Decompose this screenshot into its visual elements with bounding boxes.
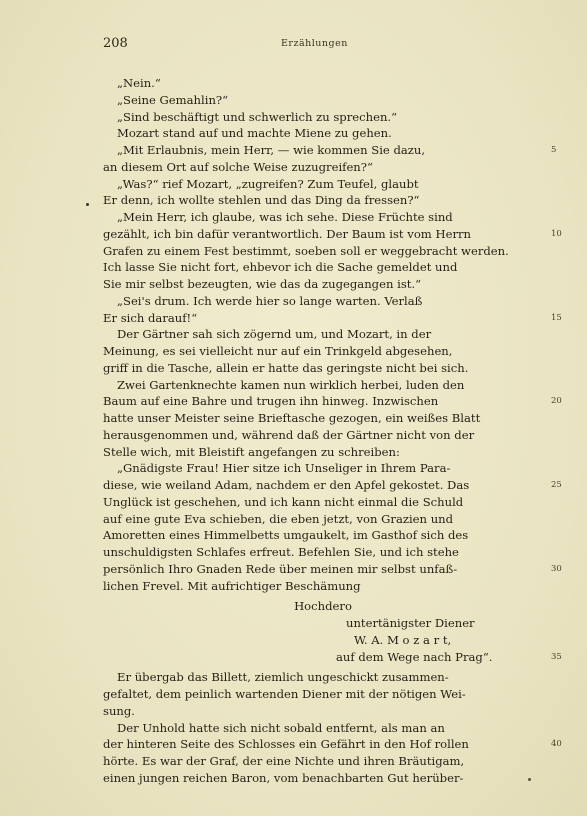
text-line (103, 293, 543, 310)
line-text: der hinteren Seite des Schlosses ein Gefährt in den Hof rollen (103, 737, 469, 752)
line-text: „Sei's drum. Ich werde hier so lange warten. Verlaß (117, 293, 423, 308)
line-text: Mozart stand auf und machte Miene zu gehen. (117, 126, 392, 141)
line-text: gezählt, ich bin dafür verantwortlich. Der Baum ist vom Herrn (103, 226, 471, 241)
text-line (103, 511, 543, 528)
line-text: Der Unhold hatte sich nicht sobald entfernt, als man an (117, 720, 445, 735)
line-number: 10 (551, 228, 562, 239)
text-line (103, 444, 543, 461)
line-text: Amoretten eines Himmelbetts umgaukelt, im Gasthof sich des (103, 528, 469, 543)
line-text: „Gnädigste Frau! Hier sitze ich Unseliger in Ihrem Para- (117, 461, 451, 476)
line-text: Stelle wich, mit Bleistift angefangen zu schreiben: (103, 444, 400, 459)
text-line (103, 615, 543, 632)
text-line (103, 632, 543, 649)
line-text: „Mein Herr, ich glaube, was ich sehe. Diese Früchte sind (117, 210, 453, 224)
running-title: Erzählungen (281, 38, 348, 49)
line-text: Meinung, es sei vielleicht nur auf ein Trinkgeld abgesehen, (103, 344, 453, 358)
margin-mark (528, 778, 531, 781)
text-line (103, 527, 543, 544)
text-line (103, 669, 543, 686)
text-line (103, 125, 543, 142)
line-text: auf dem Wege nach Prag“. (336, 649, 493, 664)
line-number: 15 (551, 312, 562, 323)
text-line (103, 326, 543, 343)
line-text: Unglück ist geschehen, und ich kann nicht einmal die Schuld (103, 494, 464, 509)
line-text: hatte unser Meister seine Brieftasche gezogen, ein weißes Blatt (103, 411, 481, 425)
line-text: diese, wie weiland Adam, nachdem er den Apfel gekostet. Das (103, 478, 470, 492)
text-line (103, 243, 543, 260)
line-text: unschuldigsten Schlafes erfreut. Befehlen Sie, und ich stehe (103, 545, 459, 559)
text-line (103, 720, 543, 737)
text-line (103, 75, 543, 92)
text-line (103, 159, 543, 176)
line-text: herausgenommen und, während daß der Gärtner nicht von der (103, 427, 475, 442)
text-line (103, 226, 562, 243)
line-text: „Was?“ rief Mozart, „zugreifen? Zum Teufel, glaubt (117, 176, 419, 191)
text-line (103, 770, 543, 787)
text-line (103, 360, 543, 377)
line-number: 5 (551, 145, 557, 155)
text-line (103, 703, 543, 720)
page-header (103, 36, 551, 56)
text-line (103, 427, 543, 444)
line-text: Zwei Gartenknechte kamen nun wirklich herbei, luden den (117, 377, 465, 392)
text-line (103, 142, 557, 159)
text-line (103, 343, 543, 360)
text-line (103, 460, 543, 477)
line-text: Er sich darauf!“ (103, 310, 198, 325)
text-line (103, 393, 562, 410)
line-text: „Mit Erlaubnis, mein Herr, — wie kommen Sie dazu, (117, 143, 426, 157)
line-text: „Sind beschäftigt und schwerlich zu sprechen.“ (117, 109, 398, 124)
margin-mark (86, 203, 89, 206)
text-line (103, 649, 562, 666)
line-number: 40 (551, 739, 562, 750)
line-text: Er übergab das Billett, ziemlich ungeschickt zusammen- (117, 670, 449, 685)
line-text: einen jungen reichen Baron, vom benachbarten Gut herüber- (103, 770, 464, 785)
text-line (103, 92, 543, 109)
line-number: 35 (551, 651, 562, 662)
text-line (103, 494, 543, 511)
line-text: W. A. M o z a r t, (354, 632, 452, 647)
text-line (103, 753, 543, 770)
text-line (103, 477, 562, 494)
text-line (103, 561, 562, 578)
text-line (103, 109, 543, 126)
text-line (103, 686, 543, 703)
text-line (103, 176, 543, 193)
line-text: hörte. Es war der Graf, der eine Nichte und ihren Bräutigam, (103, 754, 465, 768)
text-line (103, 259, 543, 276)
text-line (103, 598, 543, 615)
text-line (103, 209, 543, 226)
page-number: 208 (103, 36, 128, 51)
line-number: 25 (551, 480, 562, 490)
text-line (103, 736, 562, 753)
line-text: an diesem Ort auf solche Weise zuzugreifen?“ (103, 159, 373, 174)
line-text: griff in die Tasche, allein er hatte das geringste nicht bei sich. (103, 360, 469, 375)
line-number: 30 (551, 563, 562, 574)
line-text: „Nein.“ (117, 76, 161, 90)
line-number: 20 (551, 396, 562, 407)
text-line (103, 377, 543, 394)
line-text: auf eine gute Eva schieben, die eben jetzt, von Grazien und (103, 511, 454, 526)
line-text: Sie mir selbst bezeugten, wie das da zugegangen ist.“ (103, 277, 422, 291)
line-text: Ich lasse Sie nicht fort, ehbevor ich die Sache gemeldet und (103, 260, 458, 275)
line-text: „Seine Gemahlin?“ (117, 92, 229, 107)
line-text: persönlich Ihro Gnaden Rede über meinen mir selbst unfaß- (103, 561, 458, 576)
text-line (103, 410, 543, 427)
text-line (103, 544, 543, 561)
line-text: Grafen zu einem Fest bestimmt, soeben soll er weggebracht werden. (103, 243, 509, 258)
text-line (103, 276, 543, 293)
body-text (103, 75, 562, 787)
line-text: Hochdero (294, 599, 352, 614)
line-text: Der Gärtner sah sich zögernd um, und Mozart, in der (117, 327, 432, 342)
text-line (103, 192, 543, 209)
line-text: lichen Frevel. Mit aufrichtiger Beschämung (103, 578, 361, 593)
text-line (103, 578, 543, 595)
line-text: gefaltet, dem peinlich wartenden Diener mit der nötigen Wei- (103, 687, 466, 701)
line-text: untertänigster Diener (346, 616, 475, 630)
line-text: sung. (103, 703, 135, 718)
line-text: Baum auf eine Bahre und trugen ihn hinweg. Inzwischen (103, 394, 439, 409)
line-text: Er denn, ich wollte stehlen und das Ding da fressen?“ (103, 193, 420, 208)
text-line (103, 310, 562, 327)
